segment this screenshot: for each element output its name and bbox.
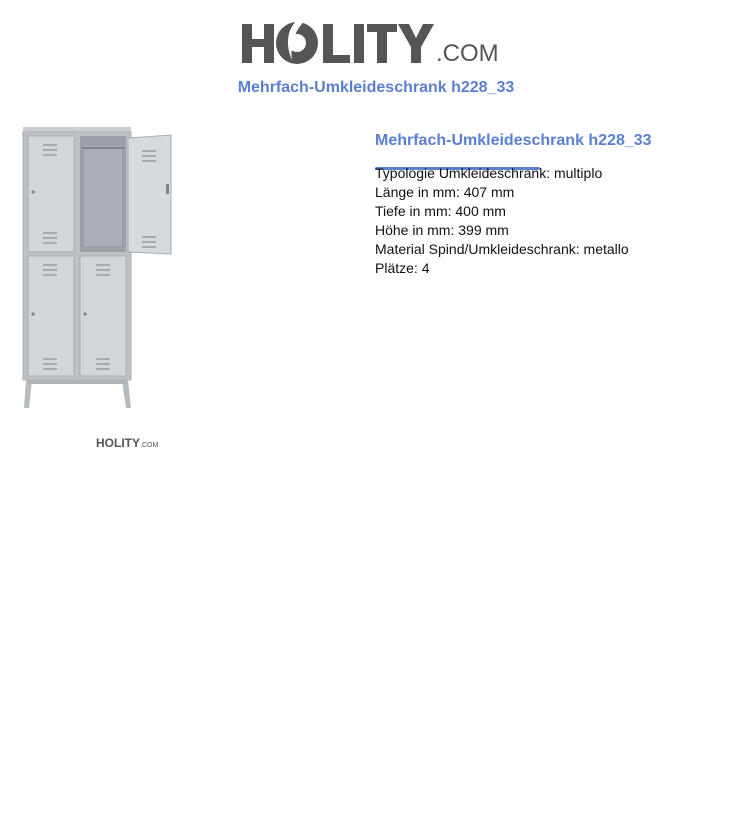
- spec-value: 407 mm: [463, 184, 515, 200]
- spec-label: Typologie Umkleideschrank: [375, 165, 547, 181]
- spec-value: metallo: [583, 241, 629, 257]
- spec-value: 400 mm: [455, 203, 506, 219]
- spec-row: Tiefe in mm: 400 mm: [375, 203, 506, 219]
- product-title: Mehrfach-Umkleideschrank h228_33: [375, 132, 652, 149]
- spec-row: Material Spind/Umkleideschrank: metallo: [375, 241, 629, 257]
- svg-text:.COM: .COM: [436, 40, 499, 67]
- spec-list: [375, 164, 705, 278]
- small-holity-logo-graphic: [96, 434, 160, 450]
- spec-value: multiplo: [553, 165, 603, 181]
- holity-logo: [240, 10, 499, 70]
- spec-row: Plätze: 4: [375, 260, 430, 276]
- svg-text:HOLITY: HOLITY: [96, 436, 140, 450]
- spec-label: Material Spind/Umkleideschrank: [375, 241, 576, 257]
- spec-row: Typologie Umkleideschrank: multiplo: [375, 165, 603, 181]
- spec-label: Länge in mm: [375, 184, 456, 200]
- product-image: [18, 124, 178, 414]
- spec-label: Höhe in mm: [375, 222, 451, 238]
- svg-text:.COM: .COM: [140, 442, 159, 449]
- spec-row: Höhe in mm: 399 mm: [375, 222, 509, 238]
- locker-cabinet-icon: [18, 124, 178, 414]
- spec-row: Länge in mm: 407 mm: [375, 184, 515, 200]
- holity-logo-graphic: [240, 10, 499, 70]
- small-holity-logo: [96, 434, 160, 450]
- spec-value: 4: [421, 260, 430, 276]
- product-info: [375, 131, 705, 278]
- spec-label: Plätze: [375, 260, 414, 276]
- spec-label: Tiefe in mm: [375, 203, 448, 219]
- page-title: Mehrfach-Umkleideschrank h228_33: [237, 79, 515, 96]
- spec-value: 399 mm: [458, 222, 509, 238]
